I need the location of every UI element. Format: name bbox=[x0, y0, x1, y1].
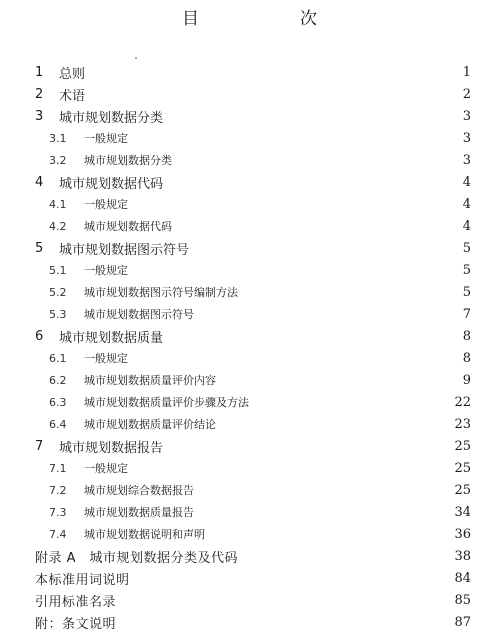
toc-entry-page: 8 bbox=[462, 328, 471, 344]
toc-entry-page: 25 bbox=[454, 460, 471, 476]
toc-entry-page: 7 bbox=[462, 306, 471, 322]
toc-entry-7-4[interactable] bbox=[0, 523, 499, 545]
toc-entry-title: 术语 bbox=[59, 88, 86, 104]
toc-entry-title: 城市规划数据图示符号 bbox=[84, 308, 194, 321]
toc-entry-3-2[interactable] bbox=[0, 149, 499, 171]
toc-entry-title: 附：条文说明 bbox=[35, 616, 117, 632]
toc-entry-title: 城市规划数据质量评价结论 bbox=[84, 418, 216, 431]
toc-entry-number: 5.2 bbox=[49, 285, 67, 299]
toc-entry-title: 本标准用词说明 bbox=[35, 572, 130, 588]
toc-entry-title: 总则 bbox=[59, 66, 86, 82]
toc-entry-title: 城市规划数据质量评价内容 bbox=[84, 374, 216, 387]
dot-leader bbox=[134, 193, 449, 215]
toc-entry-wording-explanation[interactable] bbox=[0, 567, 499, 589]
toc-entry-number: 6.1 bbox=[49, 351, 67, 365]
toc-entry-number: 4.1 bbox=[49, 197, 67, 211]
toc-entry-referenced-standards[interactable] bbox=[0, 589, 499, 611]
dot-leader bbox=[122, 611, 449, 633]
toc-entry-title: 城市规划数据分类 bbox=[59, 110, 164, 126]
toc-entry-5-1[interactable] bbox=[0, 259, 499, 281]
dot-leader bbox=[200, 303, 449, 325]
toc-entry-3-1[interactable] bbox=[0, 127, 499, 149]
dot-leader bbox=[169, 105, 449, 127]
toc-entry-7[interactable] bbox=[0, 435, 499, 457]
dot-leader bbox=[134, 127, 449, 149]
toc-entry-4-2[interactable] bbox=[0, 215, 499, 237]
dot-leader bbox=[169, 435, 449, 457]
toc-entry-title: 一般规定 bbox=[84, 264, 128, 277]
dot-leader bbox=[134, 457, 449, 479]
dot-leader bbox=[136, 567, 449, 589]
toc-entry-page: 2 bbox=[462, 86, 471, 102]
toc-entry-number: 5.3 bbox=[49, 307, 67, 321]
toc-entry-number: 7 bbox=[35, 438, 44, 454]
toc-entry-7-2[interactable] bbox=[0, 479, 499, 501]
toc-entry-page: 3 bbox=[462, 108, 471, 124]
toc-entry-title: 城市规划数据图示符号 bbox=[59, 242, 190, 258]
toc-entry-title: 引用标准名录 bbox=[35, 594, 117, 610]
toc-entry-page: 25 bbox=[454, 438, 471, 454]
dot-leader bbox=[169, 171, 449, 193]
toc-entry-number: 4.2 bbox=[49, 219, 67, 233]
toc-entry-title: 一般规定 bbox=[84, 352, 128, 365]
toc-entry-7-3[interactable] bbox=[0, 501, 499, 523]
toc-entry-number: 4 bbox=[35, 174, 44, 190]
toc-entry-title: 城市规划数据质量评价步骤及方法 bbox=[84, 396, 249, 409]
toc-entry-title: 城市规划数据质量 bbox=[59, 330, 164, 346]
toc-entry-number: 3.2 bbox=[49, 153, 67, 167]
toc-entry-title: 城市规划数据质量报告 bbox=[84, 506, 194, 519]
toc-entry-7-1[interactable] bbox=[0, 457, 499, 479]
toc-entry-number: 3 bbox=[35, 108, 44, 124]
dot-leader bbox=[211, 523, 449, 545]
toc-entry-number: 7.4 bbox=[49, 527, 67, 541]
toc-entry-1[interactable] bbox=[0, 61, 499, 83]
toc-entry-title: 城市规划数据代码 bbox=[59, 176, 164, 192]
toc-entry-page: 87 bbox=[454, 614, 471, 630]
toc-entry-number: 6.4 bbox=[49, 417, 67, 431]
dot-leader bbox=[200, 479, 449, 501]
dot-leader bbox=[134, 347, 449, 369]
toc-entry-6-3[interactable] bbox=[0, 391, 499, 413]
toc-entry-4-1[interactable] bbox=[0, 193, 499, 215]
toc-entry-6[interactable] bbox=[0, 325, 499, 347]
toc-entry-page: 8 bbox=[462, 350, 471, 366]
toc-entry-title: 一般规定 bbox=[84, 462, 128, 475]
toc-entry-page: 84 bbox=[454, 570, 471, 586]
toc-entry-page: 5 bbox=[462, 240, 471, 256]
dot-leader bbox=[222, 369, 449, 391]
toc-entry-page: 5 bbox=[462, 284, 471, 300]
scan-speck bbox=[135, 57, 137, 59]
dot-leader bbox=[134, 259, 449, 281]
toc-entry-number: 5 bbox=[35, 240, 44, 256]
toc-entry-page: 85 bbox=[454, 592, 471, 608]
toc-entry-number: 6.2 bbox=[49, 373, 67, 387]
toc-entry-title: 一般规定 bbox=[84, 198, 128, 211]
toc-entry-page: 5 bbox=[462, 262, 471, 278]
toc-entry-6-2[interactable] bbox=[0, 369, 499, 391]
toc-entry-3[interactable] bbox=[0, 105, 499, 127]
toc-entry-page: 3 bbox=[462, 130, 471, 146]
toc-entry-title: 城市规划数据图示符号编制方法 bbox=[84, 286, 238, 299]
toc-entry-page: 9 bbox=[462, 372, 471, 388]
dot-leader bbox=[195, 237, 449, 259]
toc-entry-number: 6 bbox=[35, 328, 44, 344]
toc-entry-number: 1 bbox=[35, 64, 44, 80]
page-title: 目 次 bbox=[182, 9, 359, 29]
dot-leader bbox=[178, 215, 449, 237]
dot-leader bbox=[244, 545, 449, 567]
toc-entry-title: 城市规划综合数据报告 bbox=[84, 484, 194, 497]
toc-entry-page: 3 bbox=[462, 152, 471, 168]
toc-entry-title: 城市规划数据说明和声明 bbox=[84, 528, 205, 541]
toc-entry-page: 1 bbox=[462, 64, 471, 80]
toc-entry-6-1[interactable] bbox=[0, 347, 499, 369]
dot-leader bbox=[222, 413, 449, 435]
toc-entry-page: 4 bbox=[462, 218, 471, 234]
toc-entry-number: 3.1 bbox=[49, 131, 67, 145]
toc-entry-page: 23 bbox=[454, 416, 471, 432]
toc-entry-page: 4 bbox=[462, 196, 471, 212]
toc-entry-number: 2 bbox=[35, 86, 44, 102]
toc-entry-title: 附录 A 城市规划数据分类及代码 bbox=[35, 550, 239, 566]
dot-leader bbox=[91, 61, 449, 83]
toc-entry-5-2[interactable] bbox=[0, 281, 499, 303]
toc-entry-2[interactable] bbox=[0, 83, 499, 105]
toc-entry-number: 5.1 bbox=[49, 263, 67, 277]
toc-entry-number: 6.3 bbox=[49, 395, 67, 409]
toc-entry-4[interactable] bbox=[0, 171, 499, 193]
toc-entry-5-3[interactable] bbox=[0, 303, 499, 325]
dot-leader bbox=[255, 391, 449, 413]
toc-entry-number: 7.1 bbox=[49, 461, 67, 475]
toc-entry-number: 7.2 bbox=[49, 483, 67, 497]
toc-entry-title: 城市规划数据代码 bbox=[84, 220, 172, 233]
toc-entry-5[interactable] bbox=[0, 237, 499, 259]
toc-entry-page: 22 bbox=[454, 394, 471, 410]
dot-leader bbox=[122, 589, 449, 611]
toc-entry-title: 城市规划数据报告 bbox=[59, 440, 164, 456]
toc-entry-appendix-a[interactable] bbox=[0, 545, 499, 567]
toc-entry-number: 7.3 bbox=[49, 505, 67, 519]
toc-entry-page: 4 bbox=[462, 174, 471, 190]
dot-leader bbox=[91, 83, 449, 105]
dot-leader bbox=[244, 281, 449, 303]
toc-entry-title: 一般规定 bbox=[84, 132, 128, 145]
toc-entry-page: 34 bbox=[454, 504, 471, 520]
toc-entry-clause-explanation[interactable] bbox=[0, 611, 499, 633]
table-of-contents bbox=[0, 61, 499, 633]
toc-entry-page: 38 bbox=[454, 548, 471, 564]
dot-leader bbox=[178, 149, 449, 171]
dot-leader bbox=[200, 501, 449, 523]
toc-entry-title: 城市规划数据分类 bbox=[84, 154, 172, 167]
dot-leader bbox=[169, 325, 449, 347]
toc-entry-6-4[interactable] bbox=[0, 413, 499, 435]
toc-entry-page: 36 bbox=[454, 526, 471, 542]
toc-entry-page: 25 bbox=[454, 482, 471, 498]
